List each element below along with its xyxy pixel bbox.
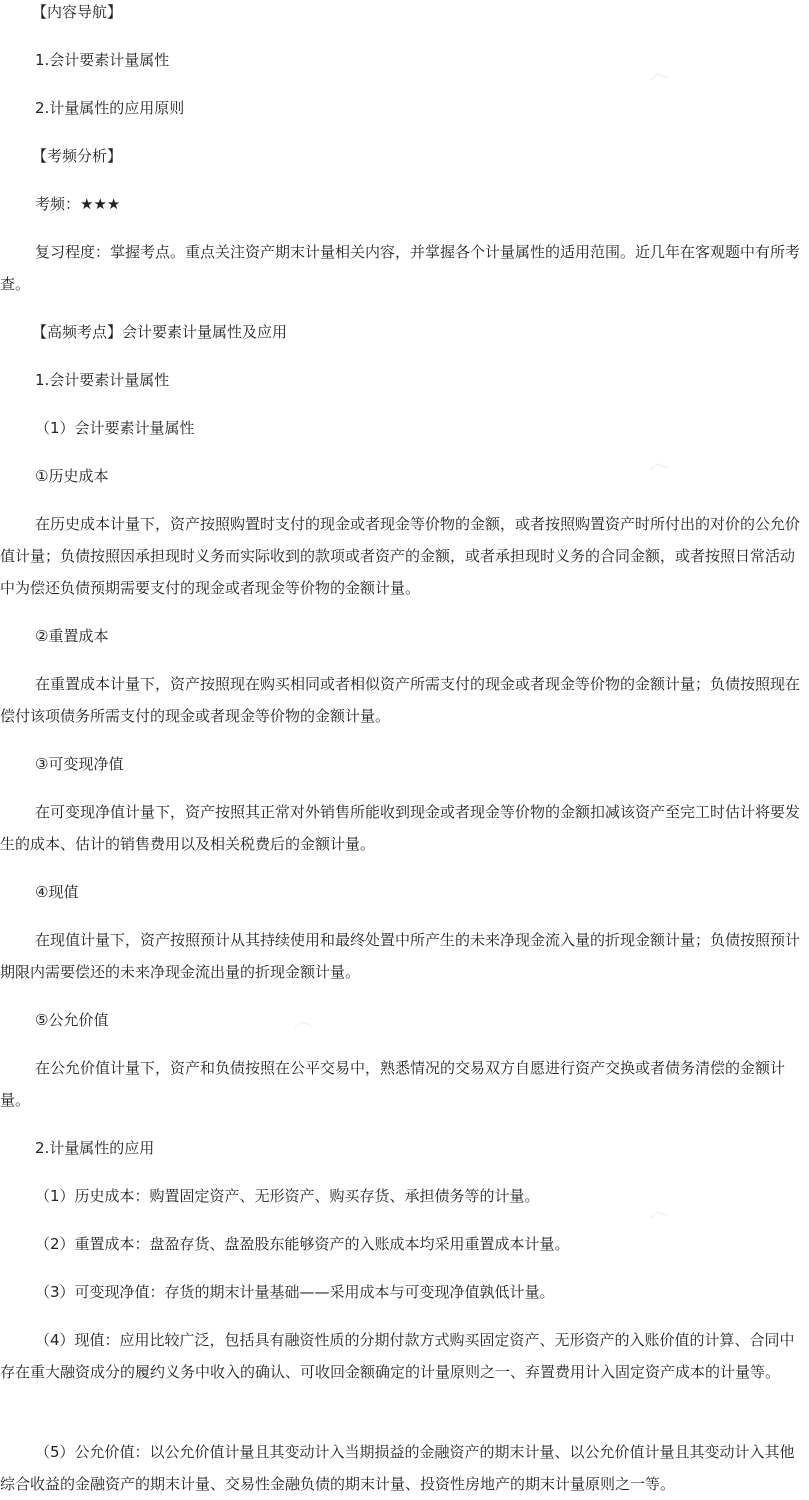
application-net-realizable-value: （3）可变现净值：存货的期末计量基础——采用成本与可变现净值孰低计量。 [35, 1283, 555, 1301]
item-heading-net-realizable-value: ③可变现净值 [35, 755, 124, 773]
item-heading-historical-cost: ①历史成本 [35, 467, 109, 485]
subheading-attributes-list: （1）会计要素计量属性 [35, 419, 195, 437]
section-heading-frequency: 【考频分析】 [32, 147, 123, 165]
section-heading-content-nav: 【内容导航】 [32, 3, 123, 21]
section-heading-key-point: 【高频考点】会计要素计量属性及应用 [32, 323, 288, 341]
item-heading-replacement-cost: ②重置成本 [35, 627, 109, 645]
application-fair-value: （5）公允价值：以公允价值计量且其变动计入当期损益的金融资产的期末计量、以公允价值计量且其变动计入其他综合收益的金融资产的期末计量、交易性金融负债的期末计量、投资性房地产的期末计量原则之一等。 [0, 1443, 795, 1493]
historical-cost-paragraph: 在历史成本计量下，资产按照购置时支付的现金或者现金等价物的金额，或者按照购置资产时所付出的对价的公允价值计量；负债按照因承担现时义务而实际收到的款项或者资产的金额，或者承担现时义务的合同金额，或者按照日常活动中为偿还负债预期需要支付的现金或者现金等价物的金额计量。 [0, 515, 801, 597]
item-heading-fair-value: ⑤公允价值 [35, 1011, 109, 1029]
application-present-value: （4）现值：应用比较广泛，包括具有融资性质的分期付款方式购买固定资产、无形资产的入账价值的计算、合同中存在重大融资成分的履约义务中收入的确认、可收回金额确定的计量原则之一、弃置费用计入固定资产成本的计量等。 [0, 1331, 795, 1381]
net-realizable-value-paragraph: 在可变现净值计量下，资产按照其正常对外销售所能收到现金或者现金等价物的金额扣减该资产至完工时估计将要发生的成本、估计的销售费用以及相关税费后的金额计量。 [0, 803, 801, 853]
nav-item-2: 2.计量属性的应用原则 [35, 99, 185, 117]
watermark-mark [648, 462, 670, 472]
subheading-application: 2.计量属性的应用 [35, 1139, 155, 1157]
watermark-mark [292, 1020, 314, 1030]
nav-item-1: 1.会计要素计量属性 [35, 51, 170, 69]
watermark-mark [648, 72, 670, 82]
subheading-measurement-attributes: 1.会计要素计量属性 [35, 371, 170, 389]
watermark-mark [648, 1210, 670, 1220]
item-heading-present-value: ④现值 [35, 883, 79, 901]
review-level-paragraph: 复习程度：掌握考点。重点关注资产期末计量相关内容，并掌握各个计量属性的适用范围。近几年在客观题中有所考查。 [0, 243, 801, 293]
frequency-rating: 考频：★★★ [35, 195, 121, 213]
application-historical-cost: （1）历史成本：购置固定资产、无形资产、购买存货、承担债务等的计量。 [35, 1187, 540, 1205]
application-replacement-cost: （2）重置成本：盘盈存货、盘盈股东能够资产的入账成本均采用重置成本计量。 [35, 1235, 570, 1253]
present-value-paragraph: 在现值计量下，资产按照预计从其持续使用和最终处置中所产生的未来净现金流入量的折现金额计量；负债按照预计期限内需要偿还的未来净现金流出量的折现金额计量。 [0, 931, 801, 981]
fair-value-paragraph: 在公允价值计量下，资产和负债按照在公平交易中，熟悉情况的交易双方自愿进行资产交换或者债务清偿的金额计量。 [0, 1059, 786, 1109]
replacement-cost-paragraph: 在重置成本计量下，资产按照现在购买相同或者相似资产所需支付的现金或者现金等价物的金额计量；负债按照现在偿付该项债务所需支付的现金或者现金等价物的金额计量。 [0, 675, 801, 725]
